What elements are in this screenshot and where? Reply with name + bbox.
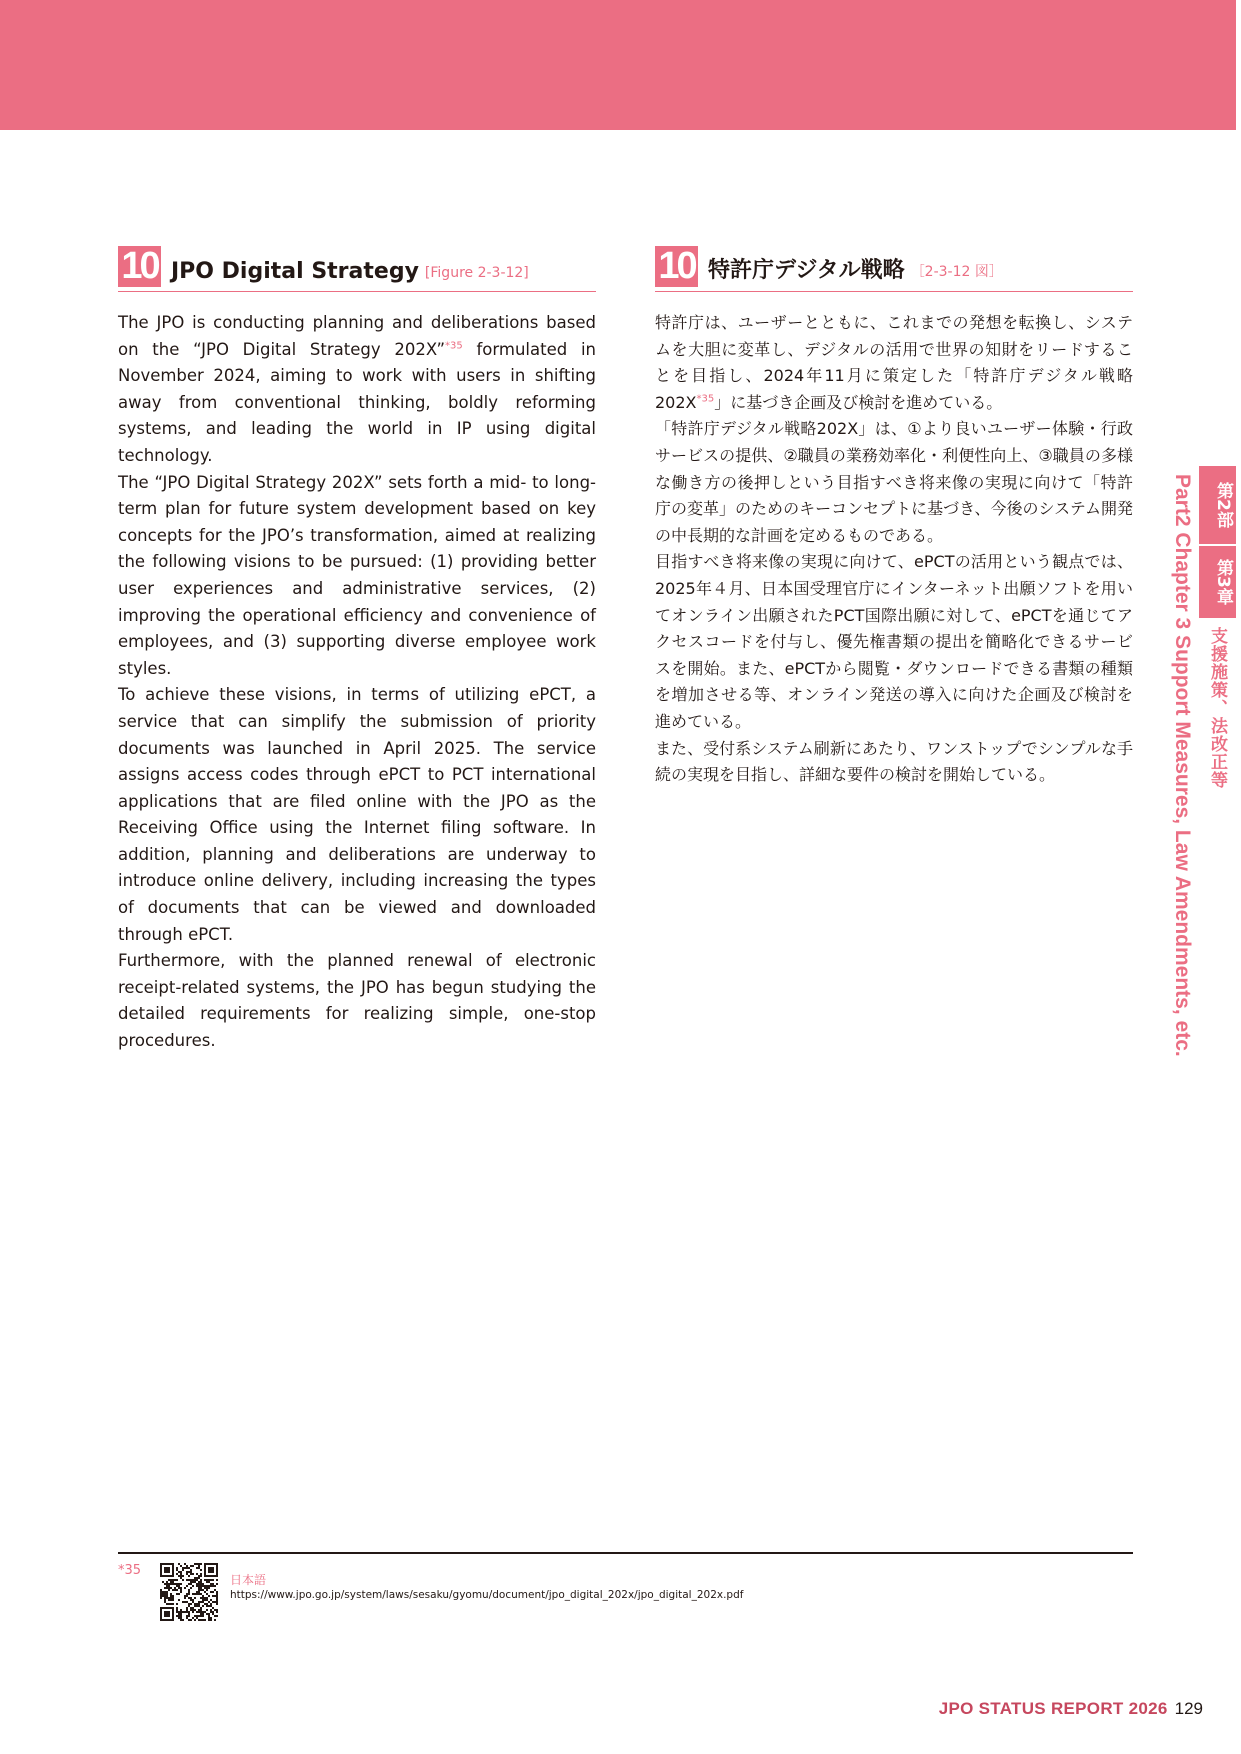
chapter-title-en: Part2 Chapter 3 Support Measures, Law Amendments, etc. [1171,474,1194,1057]
footnote-reference[interactable]: *35 [696,393,715,405]
chapter-subtitle-ja: 支援施策、法改正等 [1207,627,1227,789]
footnote-url[interactable]: https://www.jpo.go.jp/system/laws/sesaku/gyomu/document/jpo_digital_202x/jpo_digital_202x.pdf [230,1589,744,1601]
page-edge [1236,0,1241,1754]
paragraph: To achieve these visions, in terms of utilizing ePCT, a service that can simplify the submission of priority documents was launched in April 2025. The service assigns access codes through ePCT to PCT international applications that are filed online with the JPO as the Receiving Office using the Internet filing software. In addition, planning and deliberations are underway to introduce online delivery, including increasing the types of documents that can be viewed and downloaded through ePCT. [118,685,596,944]
figure-reference: ［2-3-12 図］ [910,264,1003,280]
footnote-marker: *35 [118,1563,142,1578]
report-title: JPO STATUS REPORT 2026 [938,1699,1168,1718]
chapter-side-tab[interactable] [1199,466,1236,618]
paragraph-text: 」に基づき企画及び検討を進めている。 [714,392,1003,412]
page-number: 129 [1174,1699,1203,1718]
section-title: JPO Digital Strategy [171,259,419,284]
paragraph [118,310,596,470]
section-heading-ja [655,245,1133,292]
paragraph-text: formulated in November 2024, aiming to work with users in shifting away from conventional thinking, boldly reforming systems, and leading the world in IP using digital technology. [118,339,596,465]
footnote-reference[interactable]: *35 [445,340,463,352]
paragraph: Furthermore, with the planned renewal of electronic receipt-related systems, the JPO has begun studying the detailed requirements for realizing simple, one-stop procedures. [118,951,596,1051]
section-number-badge: 10 [118,246,161,287]
paragraph: また、受付系システム刷新にあたり、ワンストップでシンプルな手続の実現を目指し、詳細な要件の検討を開始している。 [655,738,1133,785]
paragraph: 目指すべき将来像の実現に向けて、ePCTの活用という観点では、2025年４月、日本国受理官庁にインターネット出願ソフトを用いてオンライン出願されたPCT国際出願に対して、ePCTを通じてアクセスコードを付与し、優先権書類の提出を簡略化できるサービスを開始。また、ePCTから閲覧・ダウンロードできる書類の種類を増加させる等、オンライン発送の導入に向けた企画及び検討を進めている。 [655,552,1133,731]
body-text-ja [655,310,1133,789]
paragraph: The “JPO Digital Strategy 202X” sets forth a mid- to long-term plan for future system development based on key concepts for the JPO’s transformation, aimed at realizing the following visions to be pursued: (1) providing better user experiences and administrative services, (2) improving the operational efficiency and convenience of employees, and (3) supporting diverse employee work styles. [118,472,596,678]
header-band [0,0,1241,130]
section-title: 特許庁デジタル戦略 [708,258,905,283]
footnote-language: 日本語 [230,1573,267,1587]
section-heading-en [118,245,596,292]
paragraph: 「特許庁デジタル戦略202X」は、①より良いユーザー体験・行政サービスの提供、②職員の業務効率化・利便性向上、③職員の多様な働き方の後押しという目指すべき将来像の実現に向けて「特許庁の変革」のためのキーコンセプトに基づき、今後のシステム開発の中長期的な計画を定めるものである。 [655,419,1133,545]
chapter-label: 第3章 [1199,546,1236,618]
english-column [118,245,596,1055]
qr-code-icon[interactable] [160,1563,218,1621]
part-label: 第2部 [1199,466,1236,544]
paragraph-text: The JPO is conducting planning and deliberations based on the “JPO Digital Strategy 202X” [118,313,596,359]
japanese-column [655,245,1133,789]
figure-reference: [Figure 2-3-12] [424,265,529,281]
paragraph [655,310,1133,416]
footnote-divider [118,1552,1133,1554]
paragraph-text: 特許庁は、ユーザーとともに、これまでの発想を転換し、システムを大胆に変革し、デジタルの活用で世界の知財をリードすることを目指し、2024年11月に策定した「特許庁デジタル戦略202X [655,313,1133,412]
section-number-badge: 10 [655,246,698,287]
body-text-en [118,310,596,1055]
page-footer [939,1699,1203,1719]
